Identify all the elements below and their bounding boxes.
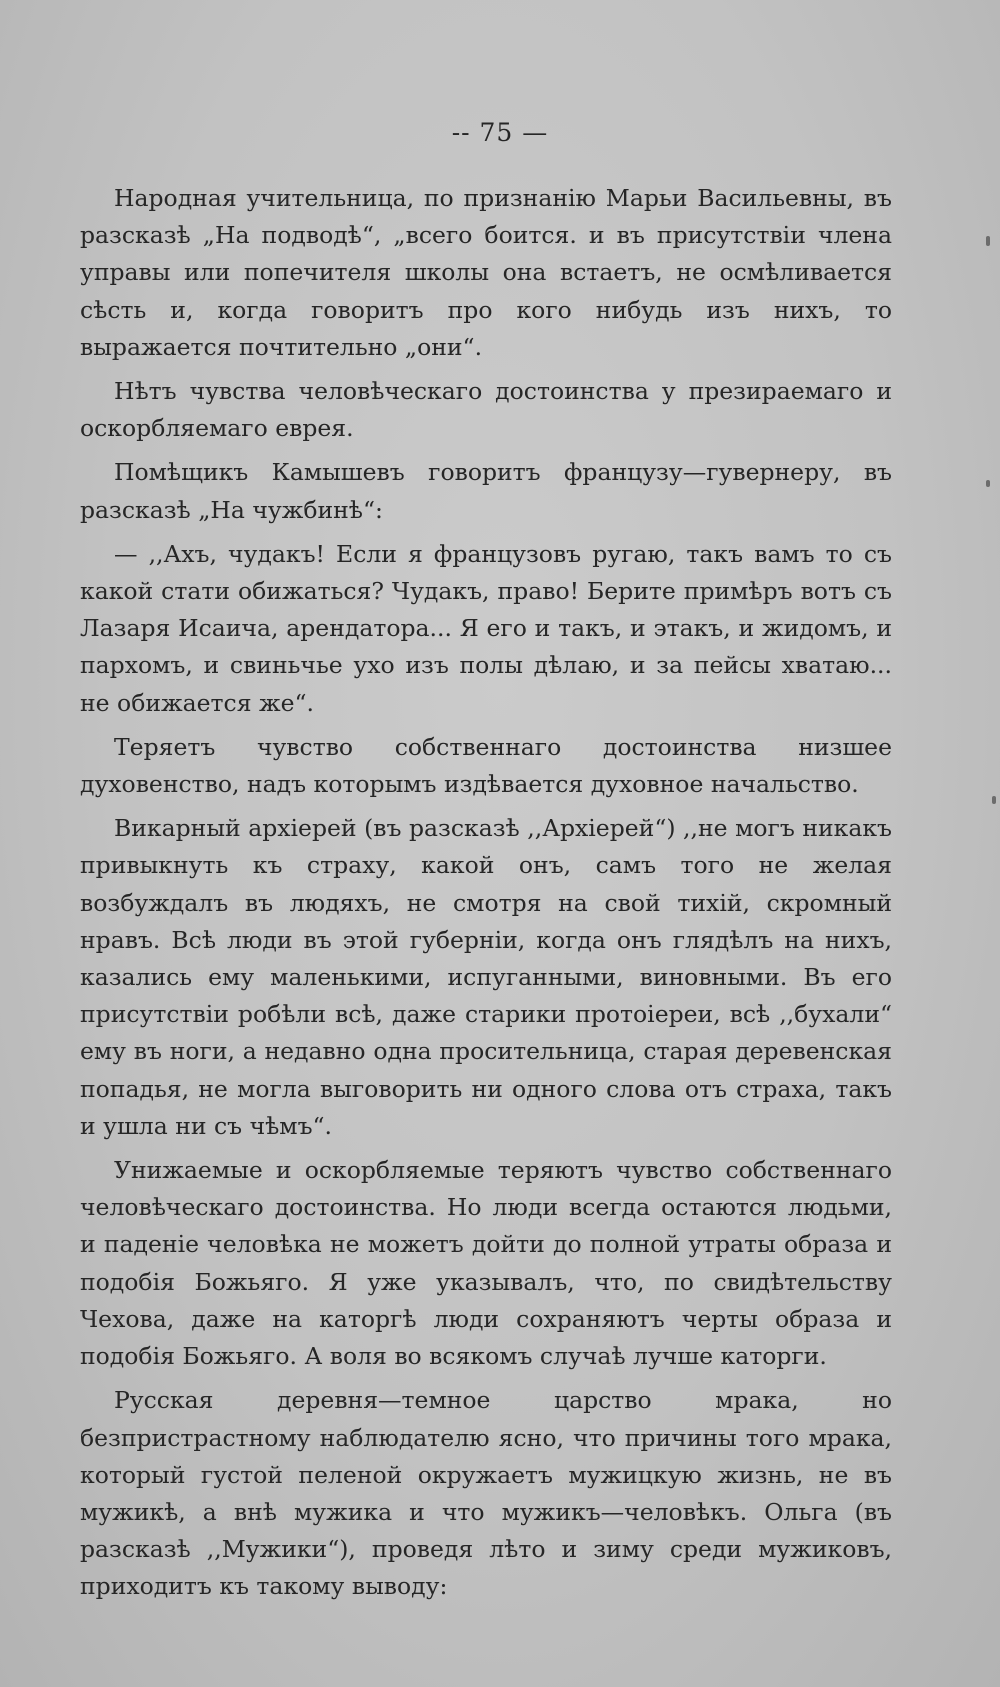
paragraph: Народная учительница, по признанію Марьи Васильевны, въ разсказѣ „На подводѣ“, „всего боится. и въ присутствіи члена управы или попечителя школы она встаетъ, не осмѣливается сѣсть и, когда говоритъ про кого нибудь изъ нихъ, то выражается почтительно „они“. [80,184,892,361]
paper-speck [986,236,990,246]
paragraph: Русская деревня—темное царство мрака, но безпристрастному наблюдателю ясно, что причины того мрака, который густой пеленой окружаетъ мужицкую жизнь, не въ мужикѣ, а внѣ мужика и что мужикъ—человѣкъ. Ольга (въ разсказѣ ,,Мужики“), проведя лѣто и зиму среди мужиковъ, приходитъ къ такому выводу: [80,1386,892,1601]
paper-speck [986,480,990,487]
text-body [80,180,892,1613]
paragraph: Помѣщикъ Камышевъ говоритъ французу—гувернеру, въ разсказѣ „На чужбинѣ“: [80,458,892,524]
page-number: -- 75 — [451,118,549,147]
paragraph: Теряетъ чувство собственнаго достоинства низшее духовенство, надъ которымъ издѣвается духовное начальство. [80,732,892,799]
paragraph: Нѣтъ чувства человѣческаго достоинства у презираемаго и оскорбляемаго еврея. [80,377,892,443]
paragraph: Викарный архіерей (въ разсказѣ ,,Архіерей“) ,,не могъ никакъ привыкнуть къ страху, какой онъ, самъ того не желая возбуждалъ въ людяхъ, не смотря на свой тихій, скромный нравъ. Всѣ люди въ этой губерніи, когда онъ глядѣлъ на нихъ, казались ему маленькими, испуганными, виновными. Въ его присутствіи робѣли всѣ, даже старики протоіереи, всѣ ,,бухали“ ему въ ноги, а недавно одна просительница, старая деревенская попадья, не могла выговорить ни одного слова отъ страха, такъ и ушла ни съ чѣмъ“. [80,814,892,1140]
paragraph: Унижаемые и оскорбляемые теряютъ чувство собственнаго человѣческаго достоинства. Но люди всегда остаются людьми, и паденіе человѣка не можетъ дойти до полной утраты образа и подобія Божьяго. Я уже указывалъ, что, по свидѣтельству Чехова, даже на каторгѣ люди сохраняютъ черты образа и подобія Божьяго. А воля во всякомъ случаѣ лучше каторги. [80,1156,892,1371]
paper-speck [992,796,996,804]
paragraph: — ,,Ахъ, чудакъ! Если я французовъ ругаю, такъ вамъ то съ какой стати обижаться? Чудакъ, право! Берите примѣръ вотъ съ Лазаря Исаича, арендатора... Я его и такъ, и этакъ, и жидомъ, и пархомъ, и свиньчье ухо изъ полы дѣлаю, и за пейсы хватаю... не обижается же“. [80,539,892,717]
